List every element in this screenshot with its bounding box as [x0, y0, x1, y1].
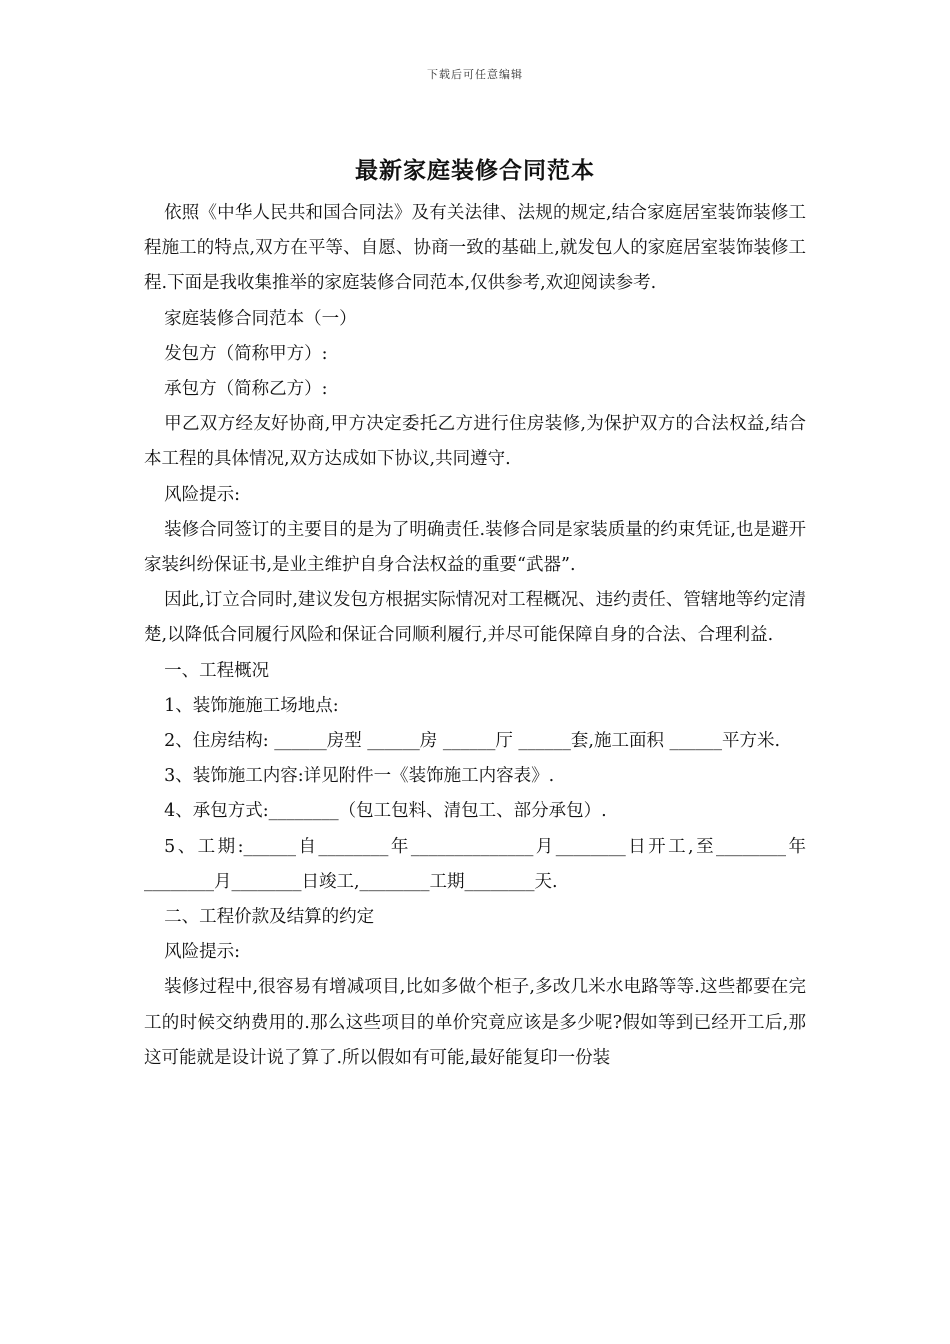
- section-heading-project-overview: 一、工程概况: [164, 660, 270, 681]
- page-header-note: 下载后可任意编辑: [427, 68, 523, 81]
- contract-sample-heading: 家庭装修合同范本（一）: [164, 308, 357, 329]
- agreement-paragraph: 甲乙双方经友好协商,甲方决定委托乙方进行住房装修,为保护双方的合法权益,结合本工程的具体情况,双方达成如下协议,共同遵守.: [144, 414, 806, 470]
- clause-schedule: 5、工期:______自________年______________月________日开工,至________年________月________日竣工,________工期________天.: [144, 836, 806, 892]
- intro-paragraph: 依照《中华人民共和国合同法》及有关法律、法规的规定,结合家庭居室装饰装修工程施工的特点,双方在平等、自愿、协商一致的基础上,就发包人的家庭居室装饰装修工程.下面是我收集推举的家庭装修合同范本,仅供参考,欢迎阅读参考.: [144, 203, 806, 294]
- document-body: [144, 196, 806, 1076]
- additions-paragraph: 装修过程中,很容易有增减项目,比如多做个柜子,多改几米水电路等等.这些都要在完工的时候交纳费用的.那么这些项目的单价究竟应该是多少呢?假如等到已经开工后,那这可能就是设计说了算了.所以假如有可能,最好能复印一份装: [144, 977, 806, 1068]
- risk-paragraph: 装修合同签订的主要目的是为了明确责任.装修合同是家装质量的约束凭证,也是避开家装纠纷保证书,是业主维护自身合法权益的重要“武器”.: [144, 519, 806, 576]
- risk-notice-label: 风险提示:: [164, 484, 241, 505]
- party-a-line: 发包方（简称甲方）:: [164, 343, 328, 364]
- risk-notice-label-2: 风险提示:: [164, 942, 241, 963]
- clause-contract-method: 4、承包方式:________（包工包料、清包工、部分承包）.: [164, 801, 607, 822]
- document-title: 最新家庭装修合同范本: [355, 157, 595, 184]
- section-heading-price-settlement: 二、工程价款及结算的约定: [164, 907, 375, 928]
- clause-site-location: 1、装饰施施工场地点:: [164, 695, 339, 716]
- clause-housing-structure: 2、住房结构: ______房型 ______房 ______厅 ______套,施工面积 ______平方米.: [164, 731, 781, 752]
- party-b-line: 承包方（简称乙方）:: [164, 379, 328, 400]
- recommendation-paragraph: 因此,订立合同时,建议发包方根据实际情况对工程概况、违约责任、管辖地等约定清楚,以降低合同履行风险和保证合同顺利履行,并尽可能保障自身的合法、合理利益.: [144, 590, 806, 646]
- clause-work-content: 3、装饰施工内容:详见附件一《装饰施工内容表》.: [164, 766, 555, 787]
